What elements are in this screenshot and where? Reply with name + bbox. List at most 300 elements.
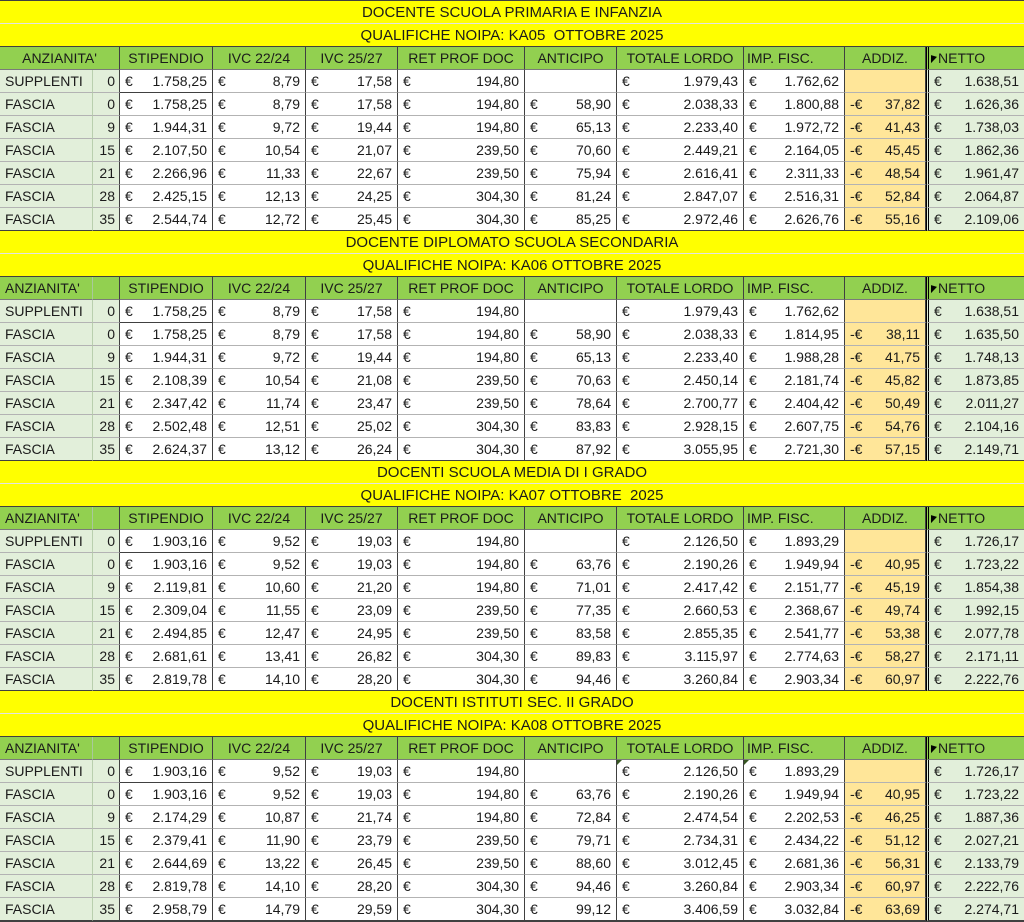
seniority-years-cell: 9 [93,806,120,829]
money-value: 239,50 [476,372,519,388]
money-value: 85,25 [575,211,611,227]
ret-cell [398,783,525,806]
netto-cell [926,93,1024,116]
ret-cell [398,116,525,139]
currency-symbol: € [749,533,757,549]
ret-cell [398,415,525,438]
currency-symbol: € [530,855,538,871]
column-header-netto [926,277,1024,300]
money-value: 194,80 [476,303,519,319]
row-label-cell: FASCIA [0,415,93,438]
currency-symbol: € [218,418,226,434]
netto-cell [926,645,1024,668]
currency-symbol: € [530,142,538,158]
imp-cell [744,93,845,116]
currency-symbol: € [403,556,411,572]
money-value: 194,80 [476,349,519,365]
money-value: 2.404,42 [784,395,839,411]
money-value: 1.762,62 [784,303,839,319]
ret-cell [398,346,525,369]
stipendio-cell [120,70,213,93]
currency-symbol: € [749,855,757,871]
currency-symbol: € [125,763,133,779]
currency-symbol: € [218,211,226,227]
currency-symbol: -€ [850,119,863,135]
column-header-label: NETTO [938,510,986,526]
lordo-cell [617,93,744,116]
money-value: 10,54 [264,142,300,158]
netto-cell [926,599,1024,622]
currency-symbol: € [934,556,942,572]
money-value: 3.012,45 [683,855,738,871]
imp-cell [744,530,845,553]
money-value: 2.903,34 [784,878,839,894]
money-value: 2.626,76 [784,211,839,227]
anticipo-cell [525,415,617,438]
money-value: 78,64 [575,395,611,411]
currency-symbol: € [311,211,319,227]
money-value: 70,60 [575,142,611,158]
ivc2224-cell [213,576,306,599]
currency-symbol: € [530,901,538,917]
money-value: 2.855,35 [683,625,738,641]
currency-symbol: € [749,441,757,457]
lordo-cell [617,369,744,392]
money-value: 1.854,38 [964,579,1019,595]
ret-cell [398,530,525,553]
stipendio-cell [120,622,213,645]
money-value: 26,82 [356,648,392,664]
money-value: 11,74 [266,395,300,411]
currency-symbol: € [622,73,630,89]
money-value: 2.038,33 [683,326,738,342]
currency-symbol: € [218,349,226,365]
currency-symbol: € [218,96,226,112]
currency-symbol: € [125,119,133,135]
currency-symbol: € [934,579,942,595]
ret-cell [398,438,525,461]
money-value: 194,80 [476,533,519,549]
row-label-cell: FASCIA [0,645,93,668]
row-label-cell: FASCIA [0,139,93,162]
money-value: 19,44 [356,349,392,365]
currency-symbol: -€ [850,395,863,411]
currency-symbol: € [934,901,942,917]
currency-symbol: € [311,809,319,825]
currency-symbol: € [530,418,538,434]
money-value: 88,60 [575,855,611,871]
seniority-years-cell: 9 [93,346,120,369]
lordo-cell [617,208,744,231]
money-value: 12,72 [264,211,300,227]
currency-symbol: -€ [850,96,863,112]
money-value: 89,83 [575,648,611,664]
imp-cell [744,576,845,599]
money-value: 23,47 [356,395,392,411]
anticipo-cell [525,806,617,829]
money-value: 2.434,22 [784,832,839,848]
currency-symbol: € [125,832,133,848]
currency-symbol: € [311,602,319,618]
currency-symbol: € [218,579,226,595]
currency-symbol: € [218,326,226,342]
stipendio-cell [120,760,213,783]
money-value: 2.190,26 [683,556,738,572]
ivc2527-cell [306,530,398,553]
imp-cell [744,323,845,346]
seniority-years-cell: 15 [93,829,120,852]
currency-symbol: € [125,625,133,641]
money-value: 2.516,31 [784,188,839,204]
addiz-cell [845,185,926,208]
money-value: 3.260,84 [683,878,738,894]
currency-symbol: € [749,188,757,204]
currency-symbol: € [749,73,757,89]
addiz-cell [845,783,926,806]
currency-symbol: € [934,648,942,664]
currency-symbol: € [218,165,226,181]
row-label-cell: FASCIA [0,392,93,415]
currency-symbol: € [530,556,538,572]
currency-symbol: € [403,602,411,618]
currency-symbol: € [403,625,411,641]
currency-symbol: € [934,855,942,871]
row-label-cell: FASCIA [0,599,93,622]
currency-symbol: € [311,786,319,802]
addiz-cell [845,70,926,93]
money-value: 1.758,25 [152,96,207,112]
currency-symbol: € [934,326,942,342]
lordo-cell [617,70,744,93]
money-value: 2.233,40 [683,119,738,135]
netto-cell [926,875,1024,898]
currency-symbol: € [934,533,942,549]
netto-cell [926,323,1024,346]
ivc2527-cell [306,760,398,783]
money-value: 2.149,71 [964,441,1019,457]
ivc2224-cell [213,392,306,415]
netto-cell [926,622,1024,645]
currency-symbol: € [311,671,319,687]
ivc2527-cell [306,576,398,599]
currency-symbol: € [749,786,757,802]
lordo-cell [617,392,744,415]
money-value: 2.133,79 [964,855,1019,871]
currency-symbol: € [218,119,226,135]
addiz-cell [845,760,926,783]
column-header-ret: RET PROF DOC [398,277,525,300]
currency-symbol: € [218,602,226,618]
lordo-cell [617,622,744,645]
netto-header-marker-icon [931,283,937,293]
currency-symbol: € [403,878,411,894]
money-value: 10,60 [264,579,300,595]
currency-symbol: € [749,625,757,641]
money-value: 21,07 [356,142,392,158]
lordo-cell [617,852,744,875]
money-value: 63,76 [575,556,611,572]
column-header-anticipo: ANTICIPO [525,737,617,760]
money-value: 2.181,74 [784,372,839,388]
ivc2527-cell [306,553,398,576]
stipendio-cell [120,300,213,323]
money-value: 2.721,30 [784,441,839,457]
money-value: 2.928,15 [683,418,738,434]
currency-symbol: € [125,671,133,687]
column-header-stipendio: STIPENDIO [120,737,213,760]
money-value: 2.847,07 [683,188,738,204]
lordo-cell [617,898,744,921]
money-value: 2.450,14 [683,372,738,388]
column-header-ret: RET PROF DOC [398,507,525,530]
money-value: 239,50 [476,165,519,181]
money-value: 2.417,42 [683,579,738,595]
column-header-netto [926,737,1024,760]
anticipo-cell [525,852,617,875]
money-value: 17,58 [356,303,392,319]
currency-symbol: € [125,326,133,342]
ivc2224-cell [213,323,306,346]
column-header-ivc2224: IVC 22/24 [213,47,306,70]
lordo-cell [617,645,744,668]
money-value: 23,79 [356,832,392,848]
money-value: 11,55 [266,602,300,618]
money-value: 52,84 [884,188,920,204]
currency-symbol: € [934,73,942,89]
money-value: 239,50 [476,832,519,848]
stipendio-cell [120,208,213,231]
currency-symbol: € [749,671,757,687]
addiz-cell [845,806,926,829]
currency-symbol: € [125,96,133,112]
ivc2224-cell [213,346,306,369]
column-header-anticipo: ANTICIPO [525,277,617,300]
currency-symbol: € [403,763,411,779]
money-value: 1.979,43 [683,73,738,89]
imp-cell [744,829,845,852]
currency-symbol: € [934,602,942,618]
currency-symbol: € [403,188,411,204]
currency-symbol: € [403,786,411,802]
row-label-cell: FASCIA [0,346,93,369]
money-value: 2.011,27 [965,395,1019,411]
anticipo-cell [525,783,617,806]
stipendio-cell [120,185,213,208]
anticipo-cell [525,829,617,852]
money-value: 2.038,33 [683,96,738,112]
money-value: 194,80 [476,96,519,112]
imp-cell [744,806,845,829]
ivc2527-cell [306,852,398,875]
row-label-cell: SUPPLENTI [0,760,93,783]
currency-symbol: € [622,901,630,917]
ret-cell [398,898,525,921]
currency-symbol: € [403,441,411,457]
anticipo-cell [525,70,617,93]
currency-symbol: € [934,303,942,319]
money-value: 2.607,75 [784,418,839,434]
money-value: 81,24 [575,188,611,204]
currency-symbol: € [530,165,538,181]
money-value: 9,52 [272,556,300,572]
currency-symbol: € [622,326,630,342]
seniority-years-cell: 15 [93,599,120,622]
section-subtitle: QUALIFICHE NOIPA: KA07 OTTOBRE 2025 [0,484,1024,507]
row-label-cell: FASCIA [0,323,93,346]
imp-cell [744,415,845,438]
column-header-anzianita: ANZIANITA' [0,47,120,70]
currency-symbol: € [403,211,411,227]
lordo-cell [617,415,744,438]
money-value: 1.873,85 [964,372,1019,388]
money-value: 19,03 [356,556,392,572]
currency-symbol: -€ [850,165,863,181]
anticipo-cell [525,369,617,392]
ret-cell [398,208,525,231]
ivc2527-cell [306,668,398,691]
currency-symbol: € [934,809,942,825]
currency-symbol: -€ [850,855,863,871]
currency-symbol: € [125,349,133,365]
addiz-cell [845,599,926,622]
money-value: 21,74 [356,809,392,825]
lordo-cell [617,806,744,829]
ret-cell [398,553,525,576]
money-value: 2.311,33 [785,165,839,181]
currency-symbol: € [934,878,942,894]
currency-symbol: € [125,441,133,457]
column-header-stipendio: STIPENDIO [120,507,213,530]
money-value: 1.893,29 [784,763,839,779]
stipendio-cell [120,875,213,898]
money-value: 2.700,77 [683,395,738,411]
column-header-ret: RET PROF DOC [398,47,525,70]
currency-symbol: € [218,625,226,641]
row-label-cell: FASCIA [0,783,93,806]
money-value: 26,24 [356,441,392,457]
money-value: 65,13 [575,349,611,365]
money-value: 2.274,71 [964,901,1019,917]
currency-symbol: -€ [850,556,863,572]
column-header-ivc2527: IVC 25/27 [306,47,398,70]
money-value: 2.681,61 [152,648,207,664]
netto-cell [926,530,1024,553]
money-value: 2.819,78 [152,878,207,894]
currency-symbol: € [749,142,757,158]
currency-symbol: € [749,303,757,319]
currency-symbol: € [311,372,319,388]
anticipo-cell [525,93,617,116]
ivc2224-cell [213,116,306,139]
money-value: 12,47 [264,625,300,641]
currency-symbol: € [622,533,630,549]
currency-symbol: € [218,73,226,89]
ivc2224-cell [213,208,306,231]
money-value: 2.151,77 [784,579,839,595]
ret-cell [398,852,525,875]
addiz-cell [845,369,926,392]
money-value: 17,58 [356,326,392,342]
currency-symbol: € [622,349,630,365]
column-header-anticipo: ANTICIPO [525,507,617,530]
currency-symbol: € [934,142,942,158]
ivc2224-cell [213,622,306,645]
column-header-imp: IMP. FISC. [744,277,845,300]
column-header-anzianita: ANZIANITA' [0,507,93,530]
column-header-lordo: TOTALE LORDO [617,277,744,300]
money-value: 239,50 [476,142,519,158]
ivc2527-cell [306,300,398,323]
anticipo-cell [525,576,617,599]
netto-cell [926,553,1024,576]
imp-cell [744,185,845,208]
currency-symbol: € [311,579,319,595]
currency-symbol: € [403,648,411,664]
currency-symbol: € [749,763,757,779]
ret-cell [398,599,525,622]
column-header-anzianita-spacer [93,277,120,300]
money-value: 2.202,53 [784,809,839,825]
money-value: 9,72 [272,119,300,135]
money-value: 60,97 [884,878,920,894]
money-value: 2.972,46 [683,211,738,227]
money-value: 2.222,76 [964,878,1019,894]
column-header-lordo: TOTALE LORDO [617,507,744,530]
money-value: 2.541,77 [784,625,839,641]
currency-symbol: € [403,96,411,112]
ivc2527-cell [306,806,398,829]
lordo-cell [617,530,744,553]
seniority-years-cell: 0 [93,70,120,93]
seniority-years-cell: 15 [93,139,120,162]
anticipo-cell [525,323,617,346]
currency-symbol: € [749,809,757,825]
currency-symbol: € [934,418,942,434]
money-value: 3.406,59 [683,901,738,917]
seniority-years-cell: 9 [93,116,120,139]
currency-symbol: € [311,303,319,319]
currency-symbol: -€ [850,832,863,848]
currency-symbol: € [622,211,630,227]
money-value: 28,20 [356,878,392,894]
currency-symbol: € [622,418,630,434]
imp-cell [744,438,845,461]
money-value: 2.233,40 [683,349,738,365]
imp-cell [744,852,845,875]
ret-cell [398,645,525,668]
currency-symbol: € [403,901,411,917]
money-value: 56,31 [884,855,920,871]
money-value: 194,80 [476,326,519,342]
currency-symbol: € [403,119,411,135]
ivc2224-cell [213,668,306,691]
anticipo-cell [525,553,617,576]
currency-symbol: € [125,303,133,319]
section-subtitle: QUALIFICHE NOIPA: KA05 OTTOBRE 2025 [0,24,1024,47]
currency-symbol: € [218,763,226,779]
ivc2527-cell [306,415,398,438]
ivc2527-cell [306,645,398,668]
column-header-addiz: ADDIZ. [845,277,926,300]
addiz-cell [845,208,926,231]
netto-cell [926,392,1024,415]
ivc2527-cell [306,875,398,898]
ivc2224-cell [213,645,306,668]
currency-symbol: € [218,648,226,664]
currency-symbol: € [311,441,319,457]
money-value: 41,75 [884,349,920,365]
imp-cell [744,70,845,93]
